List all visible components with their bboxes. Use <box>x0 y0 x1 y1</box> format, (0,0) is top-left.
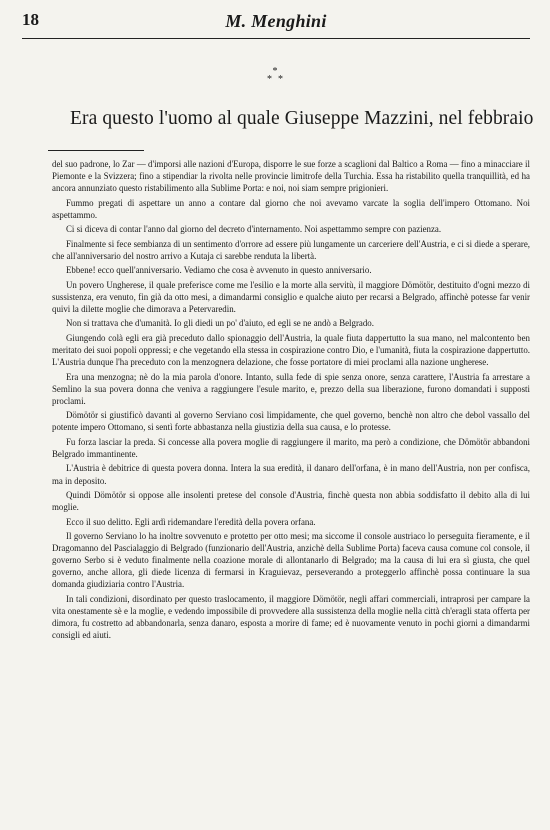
page-number: 18 <box>22 10 39 29</box>
paragraph: Quindi Dömötör si oppose alle insolenti pretese del console d'Austria, finchè questa non abbia soddisfatto il debito alla di lui moglie. <box>52 490 530 513</box>
paragraph: Fu forza lasciar la preda. Si concesse alla povera moglie di raggiungere il marito, ma però a condizione, che Dömötör abbandoni Belgrado immantinente. <box>52 436 530 459</box>
paragraph: del suo padrone, lo Zar — d'imporsi alle nazioni d'Europa, disporre le sue forze a scaglioni dal Baltico a Roma — fino a minacciare il Piemonte e la Svizzera; fino a stipendiar la rivolta nelle provincie limitrofe della Turchia. Essa ha ristabilito quella tranquillità, ed ha ancora annunziato questo ristabilimento alla Sublime Porta: e noi, noi siam sempre prigionieri. <box>52 159 530 194</box>
paragraph: Non si trattava che d'umanità. Io gli diedi un po' d'aiuto, ed egli se ne andò a Belgrado. <box>66 318 374 329</box>
paragraph: In tali condizioni, disordinato per questo traslocamento, il maggiore Dömötör, negli affari commerciali, intraprosi per campare la vita onestamente sè e la moglie, e vedendo impossibile di provvedere alla sussistenza della moglie nella città ch'eragli stata offerta per dimora, fu costretto ad abbandonarla, senza danaro, esposta a morire di fame; ed è nuovamente venuto in pochi giorni a dimandarmi consigli ed aiuti. <box>52 593 530 641</box>
paragraph: Finalmente si fece sembianza di un sentimento d'orrore ad essere più lungamente un carceriere dell'Austria, e ci si diede a sperare, che all'anniversario del nostro arrivo a Kutaja ci sarebbe renduta la libertà. <box>52 238 530 261</box>
paragraph: Il governo Serviano lo ha inoltre sovvenuto e protetto per otto mesi; ma siccome il console austriaco lo perseguita fieramente, e il Dragomanno del Pascialaggio di Belgrado (funzionario dell'Austria, anzichè della Sublime Porta) faceva causa comune col console, il governo Serbo si è veduto finalmente nella coazione morale di allontanarlo di Belgrado; ma la causa di lui era sì giusta, che quel governo, anche allora, gli diede licenza di fermarsi in Kraguievaz, perseverando a proteggerlo affinchè possa continuare la sua domanda giudiziaria contro l'Austria. <box>52 531 530 590</box>
section-asterism: * ** <box>267 66 289 85</box>
body-text <box>52 158 530 644</box>
section-title: Era questo l'uomo al quale Giuseppe Mazzini, nel febbraio <box>70 108 534 129</box>
paragraph: Era una menzogna; nè do la mia parola d'onore. Intanto, sulla fede di spie senza onore, senza carattere, l'Austria fa arrestare a Semlino la sua povera donna che veniva a raggiungere l'esule marito, e, prezzo della sua liberazione, furono domandati i supposti proclami. <box>52 371 530 406</box>
paragraph: Un povero Ungherese, il quale preferisce come me l'esilio e la morte alla servitù, il maggiore Dömötör, destituito d'ogni mezzo di sussistenza, era venuto, fin già da otto mesi, a dimandarmi consiglio e qualche aiuto per recarsi a Belgrado, affinchè potesse far venir quivi la dilette moglie che dimorava a Petervaredin. <box>52 279 530 314</box>
paragraph: Ebbene! ecco quell'anniversario. Vediamo che cosa è avvenuto in questo anniversario. <box>66 265 372 276</box>
footnote-rule <box>48 150 144 151</box>
paragraph: Dömötör si giustificò davanti al governo Serviano così limpidamente, che quel governo, benchè non altro che debol vassallo del potente impero Ottomano, si sentì forte abbastanza nella giustizia della sua causa, e lo protesse. <box>52 410 530 433</box>
paragraph: Giungendo colà egli era già preceduto dallo spionaggio dell'Austria, la quale fiuta dappertutto la sua mano, nel malcontento ben meritato dei suoi popoli oppressi; e che vegetando ella stessa in cospirazione contro Dio, e l'umanità, fiuta la cospirazione dappertutto. L'Austria dunque l'ha preceduto con la menzognera delazione, che fosse portatore di miei proclami alla nazione ungherese. <box>52 332 530 368</box>
running-head: M. Menghini <box>225 10 327 31</box>
page-header <box>22 8 530 34</box>
paragraph: L'Austria è debitrice di questa povera donna. Intera la sua eredità, il danaro dell'orfana, è in mano dell'Austria, non per confisca, ma in deposito. <box>52 463 530 486</box>
paragraph: Ci si diceva di contar l'anno dal giorno del decreto d'internamento. Noi aspettammo sempre con pazienza. <box>66 224 442 235</box>
paragraph: Fummo pregati di aspettare un anno a contare dal giorno che noi avevamo varcate la soglia dell'impero Ottomano. Noi aspettammo. <box>52 197 530 220</box>
header-rule <box>22 38 530 39</box>
paragraph: Ecco il suo delitto. Egli ardì ridemandare l'eredità della povera orfana. <box>66 516 316 527</box>
